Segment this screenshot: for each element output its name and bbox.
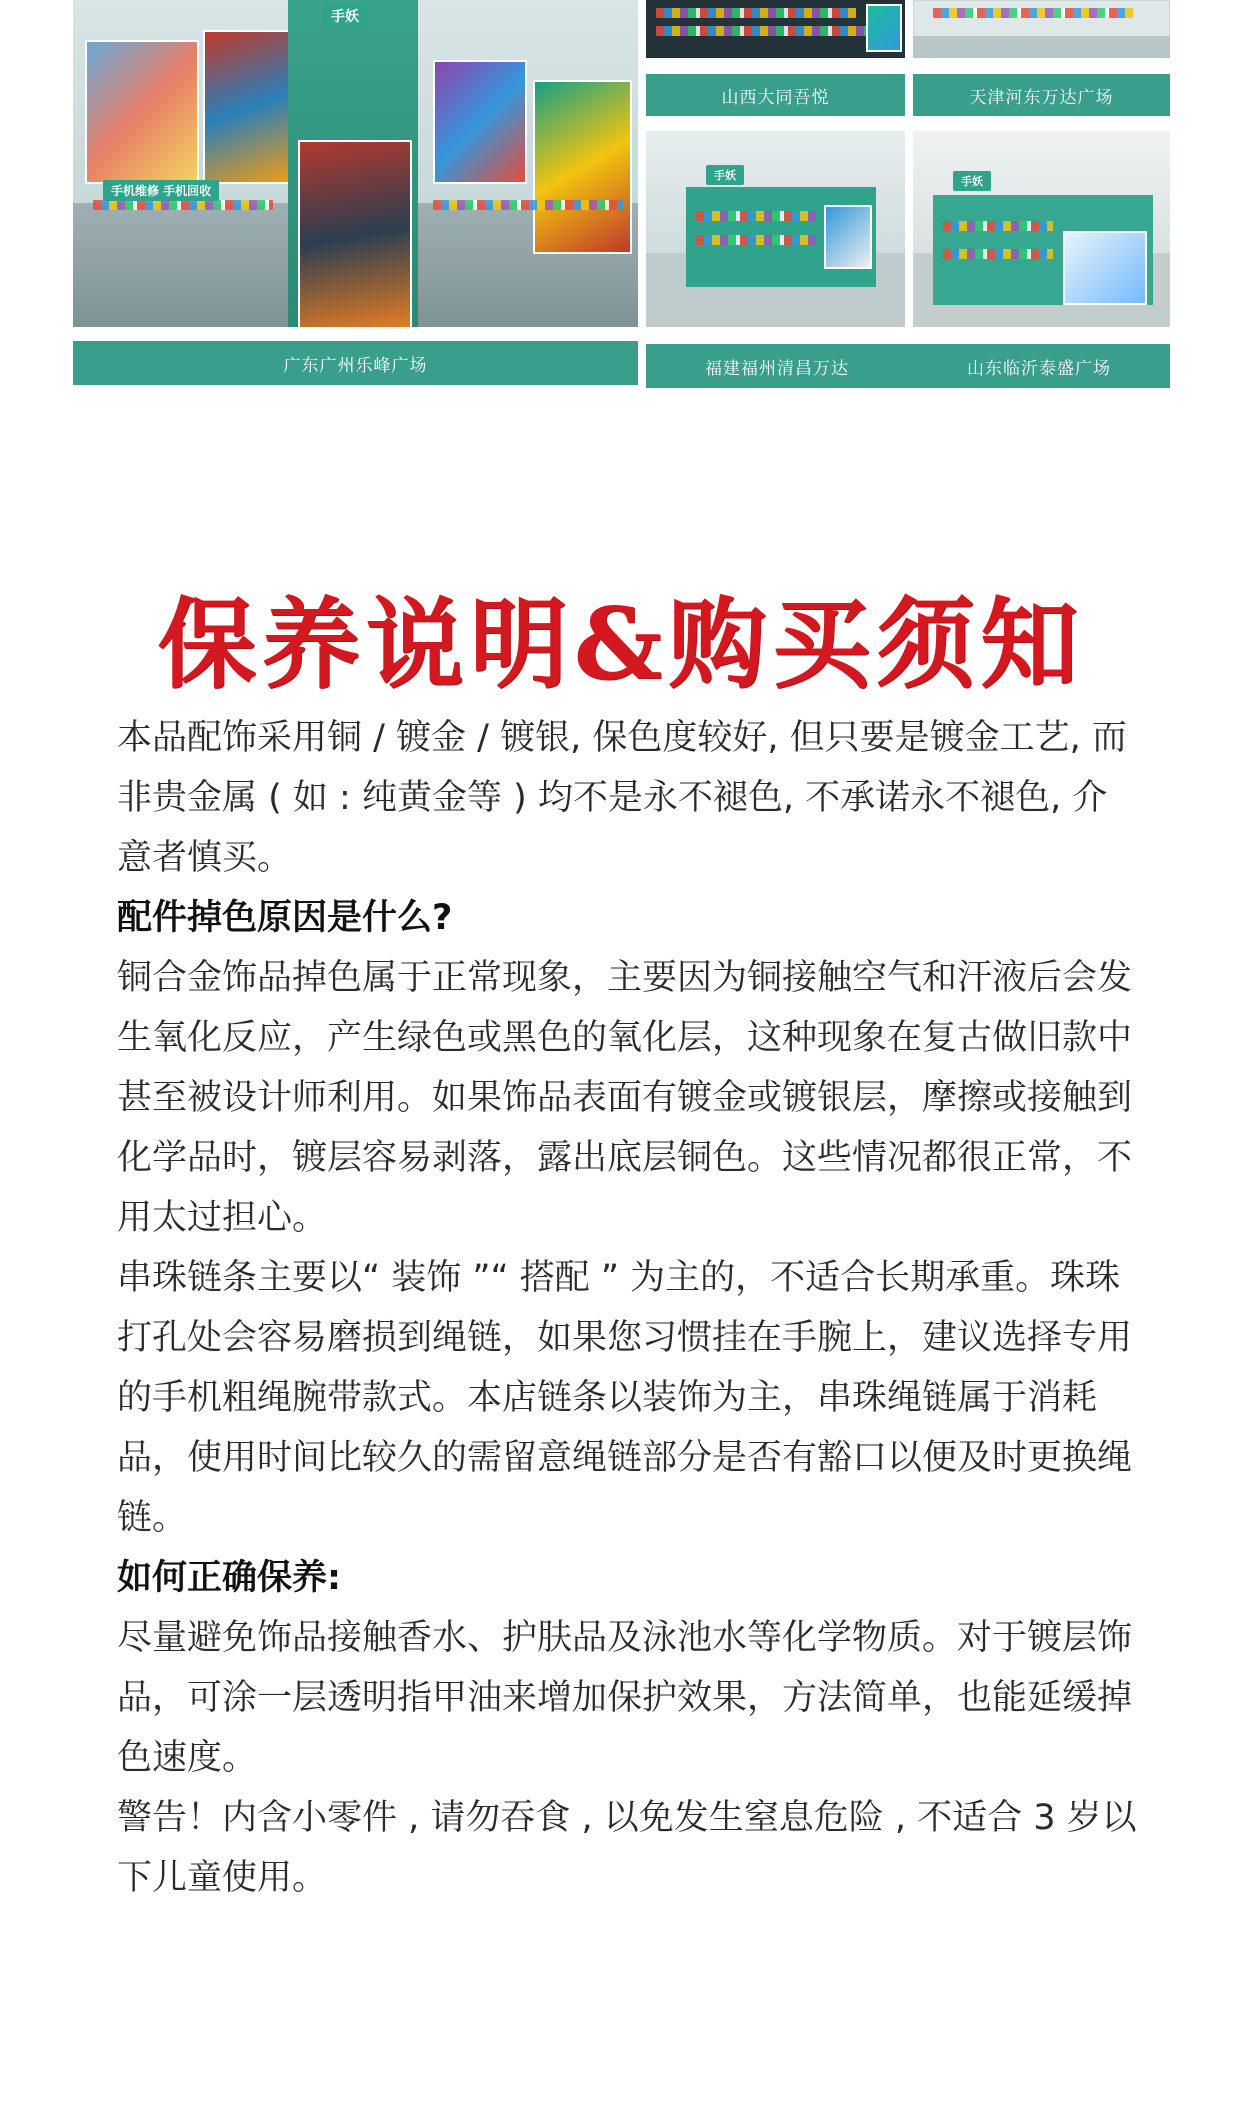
- answer-fading-cause: 铜合金饰品掉色属于正常现象，主要因为铜接触空气和汗液后会发生氧化反应，产生绿色或黑色的氧化层，这种现象在复古做旧款中甚至被设计师利用。如果饰品表面有镀金或镀银层，摩擦或接触到化学品时，镀层容易剥落，露出底层铜色。这些情况都很正常，不用太过担心。: [117, 958, 1133, 1238]
- answer-how-to-care: 尽量避免饰品接触香水、护肤品及泳池水等化学物质。对于镀层饰品，可涂一层透明指甲油来增加保护效果，方法简单，也能延缓掉色速度。: [117, 1618, 1133, 1778]
- brand-sign-linyi: 手妖: [953, 171, 991, 191]
- page-title: 保养说明&购买须知: [157, 586, 1085, 702]
- caption-fuzhou: 福建福州清昌万达: [705, 358, 849, 379]
- question-fading-cause: 配件掉色原因是什么?: [117, 898, 453, 938]
- chain-notice-paragraph: 串珠链条主要以“ 装饰 ”“ 搭配 ” 为主的，不适合长期承重。珠珠打孔处会容易磨损到绳链，如果您习惯挂在手腕上，建议选择专用的手机粗绳腕带款式。本店链条以装饰为主，串珠绳链属于消耗品，使用时间比较久的需留意绳链部分是否有豁口以便及时更换绳链。: [117, 1258, 1133, 1538]
- caption-datong: 山西大同吾悦: [646, 74, 905, 116]
- question-how-to-care: 如何正确保养:: [117, 1558, 341, 1598]
- warning-paragraph: 警告！内含小零件 , 请勿吞食 , 以免发生窒息危险 , 不适合 3 岁以下儿童使用。: [117, 1798, 1137, 1898]
- care-notice-body: [117, 708, 1137, 1908]
- store-photo-linyi: [913, 131, 1170, 327]
- caption-tianjin: 天津河东万达广场: [913, 74, 1170, 116]
- caption-fuzhou-linyi: [646, 344, 1170, 388]
- store-photo-tianjin: [913, 0, 1170, 58]
- caption-linyi: 山东临沂泰盛广场: [967, 358, 1111, 379]
- brand-sign: 手妖: [323, 4, 367, 28]
- store-photo-datong: [646, 0, 905, 58]
- store-photo-fuzhou: [646, 131, 905, 327]
- intro-paragraph: 本品配饰采用铜 / 镀金 / 镀银, 保色度较好, 但只要是镀金工艺, 而非贵金属 ( 如 : 纯黄金等 ) 均不是永不褪色, 不承诺永不褪色, 介意者慎买。: [117, 718, 1127, 878]
- store-gallery: [0, 0, 1242, 400]
- brand-sign-fuzhou: 手妖: [706, 165, 744, 185]
- store-photo-guangzhou: [73, 0, 638, 327]
- caption-guangzhou: 广东广州乐峰广场: [73, 341, 638, 385]
- counter-sign: 手机维修 手机回收: [103, 180, 219, 201]
